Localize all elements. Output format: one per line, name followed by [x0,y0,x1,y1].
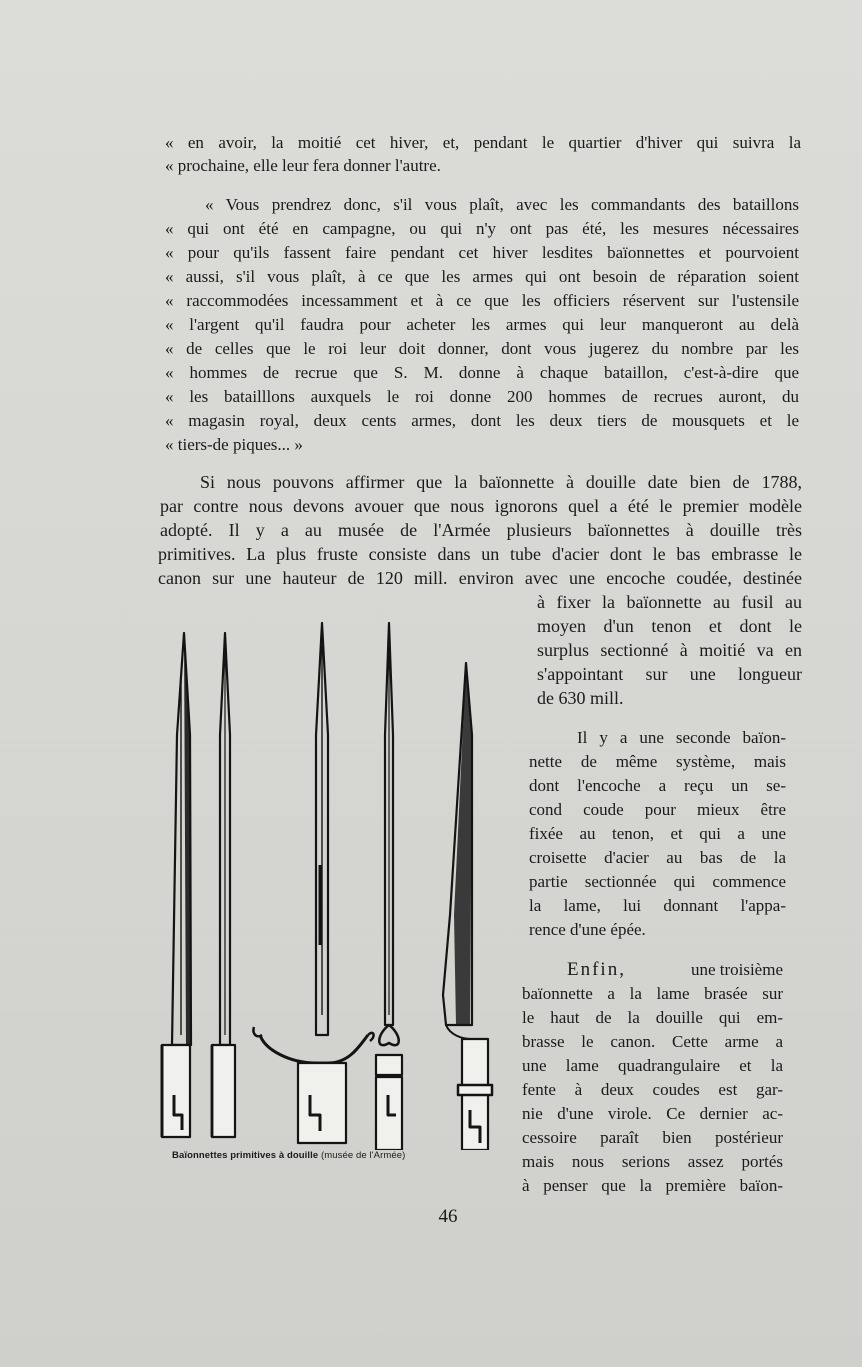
text-line: par contre nous devons avouer que nous ignorons quel a été le premier modèle [160,496,802,516]
text-line: « pour qu'ils fassent faire pendant cet hiver lesdites baïonnettes et pourvoient [165,243,799,262]
text-line: « hommes de recrue que S. M. donne à chaque bataillon, c'est-à-dire que [165,363,799,382]
text-line: nette de même système, mais [529,752,786,771]
caption-main: Baïonnettes primitives à douille [172,1150,319,1161]
text-line: le haut de la douille qui em- [522,1008,783,1027]
text-line: moyen d'un tenon et dont le [537,616,802,636]
text-line: « en avoir, la moitié cet hiver, et, pendant le quartier d'hiver qui suivra la [165,133,801,152]
text-line: dont l'encoche a reçu un se- [529,776,786,795]
text-line: « Vous prendrez donc, s'il vous plaît, avec les commandants des bataillons [205,195,799,214]
text-line: primitives. La plus fruste consiste dans un tube d'acier dont le bas embrasse le [158,544,802,564]
text-line: croisette d'acier au bas de la [529,848,786,867]
text-line: canon sur une hauteur de 120 mill. environ avec une encoche coudée, destinée [158,568,802,588]
text-line: « qui ont été en campagne, ou qui n'y ont pas été, les mesures nécessaires [165,219,799,238]
text-line: adopté. Il y a au musée de l'Armée plusieurs baïonnettes à douille très [160,520,802,540]
text-line: une lame quadrangulaire et la [522,1056,783,1075]
text-line [567,958,626,982]
text-line: « raccommodées incessamment et à ce que les officiers réservent sur l'ustensile [165,291,799,310]
text-line: de 630 mill. [537,688,624,708]
text-line: à fixer la baïonnette au fusil au [537,592,802,612]
text-line: rence d'une épée. [529,920,646,939]
lead-word: Enfin, [567,959,626,980]
text-line: « magasin royal, deux cents armes, dont les deux tiers de mousquets et le [165,411,799,430]
text-line: s'appointant sur une longueur [537,664,802,684]
text-line: « prochaine, elle leur fera donner l'autre. [165,156,441,175]
figure-caption [172,1150,492,1161]
text-line: fente à deux coudes est gar- [522,1080,783,1099]
text-line: fixée au tenon, et qui a une [529,824,786,843]
text-line: la lame, lui donnant l'appa- [529,896,786,915]
text-line: cessoire paraît bien postérieur [522,1128,783,1147]
bayonet-2-figure [212,633,235,1137]
text-line: « tiers-de piques... » [165,435,303,454]
text-line: nie d'une virole. Ce dernier ac- [522,1104,783,1123]
text-line: « l'argent qu'il faudra pour acheter les armes qui leur manqueront au delà [165,315,799,334]
text-line: brasse le canon. Cette arme a [522,1032,783,1051]
bayonets-illustration [150,615,510,1150]
text-line: Si nous pouvons affirmer que la baïonnette à douille date bien de 1788, [200,472,802,492]
text-line: une troisième [690,960,783,979]
text-line: baïonnette a la lame brasée sur [522,984,783,1003]
text-line: à penser que la première baïon- [522,1176,783,1195]
text-line: surplus sectionné à moitié va en [537,640,802,660]
bayonet-3-figure [253,623,373,1143]
bayonet-5-figure [443,663,492,1150]
caption-source: (musée de l'Armée) [321,1150,406,1161]
text-line: mais nous serions assez portés [522,1152,783,1171]
bayonet-4-figure [376,623,402,1150]
text-line: cond coude pour mieux être [529,800,786,819]
text-line: partie sectionnée qui commence [529,872,786,891]
bayonet-1-figure [162,633,191,1137]
text-line: « de celles que le roi leur doit donner, dont vous jugerez du nombre par les [165,339,799,358]
text-line: Il y a une seconde baïon- [577,728,786,747]
page-number: 46 [438,1206,458,1227]
text-line: « les batailllons auxquels le roi donne 200 hommes de recrues auront, du [165,387,799,406]
text-line: « aussi, s'il vous plaît, à ce que les armes qui ont besoin de réparation soient [165,267,799,286]
